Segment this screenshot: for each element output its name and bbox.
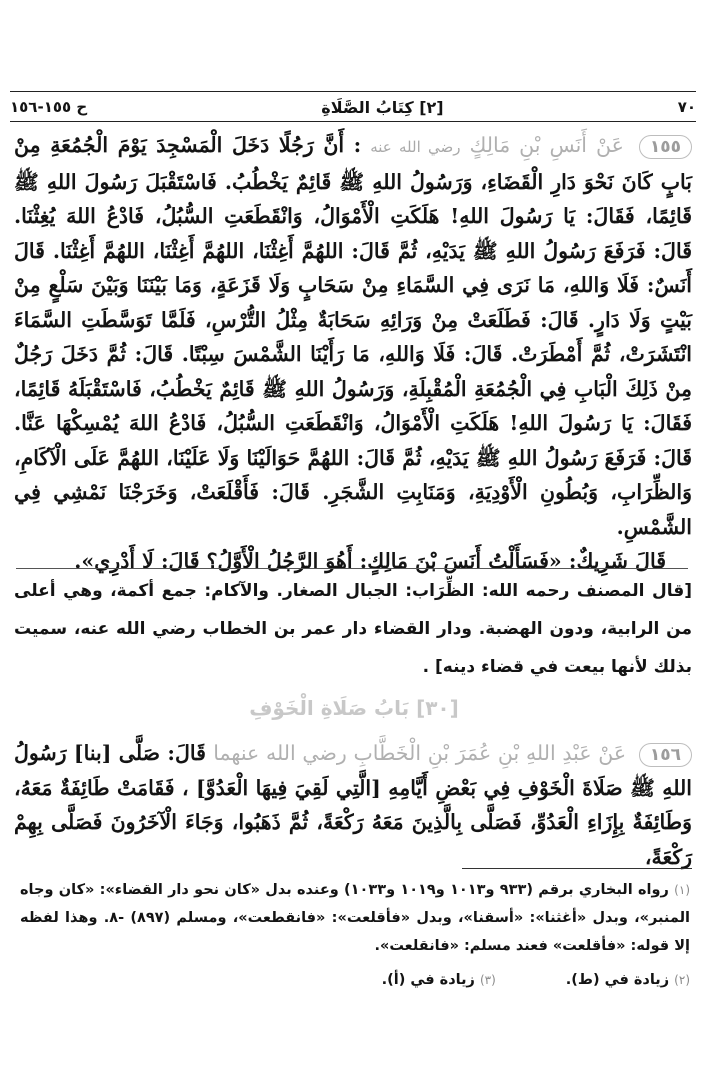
footnote-2-text: زيادة في (ط).	[565, 972, 670, 988]
author-note	[14, 572, 692, 686]
hadith-155-text-2: . قَالَ أَنَسٌ: فَلَا وَاللهِ، مَا نَرَى فِي السَّمَاءِ مِنْ سَحَابٍ وَلَا قَزَعَةٍ، وَمَا بَيْنَنَا وَبَيْنَ سَلْعٍ مِنْ بَيْتٍ وَلَا دَارٍ. قَالَ: فَطَلَعَتْ مِنْ وَرَائِهِ سَحَابَةٌ مِثْلُ التُّرْسِ، فَلَمَّا تَوَسَّطَتِ السَّمَاءَ انْتَشَرَتْ، ثُمَّ أَمْطَرَتْ. قَالَ: فَلَا وَاللهِ، مَا رَأَيْنَا الشَّمْسَ سِبْتًا. قَالَ: ثُمَّ دَخَلَ رَجُلٌ مِنْ ذَلِكَ الْبَابِ فِي الْجُمُعَةِ الْمُقْبِلَةِ، وَرَسُولُ اللهِ ﷺ قَائِمٌ يَخْطُبُ، فَاسْتَقْبَلَهُ قَائِمًا، فَقَالَ: يَا رَسُولَ اللهِ! هَلَكَتِ الْأَمْوَالُ، وَانْقَطَعَتِ السُّبُلُ، فَادْعُ اللهَ يُمْسِكْهَا عَنَّا. قَالَ: فَرَفَعَ رَسُولُ اللهِ ﷺ يَدَيْهِ، ثُمَّ قَالَ:	[14, 238, 693, 470]
hadith-156-narrator: عَنْ عَبْدِ اللهِ بْنِ عُمَرَ بْنِ الْخَطَّابِ رضي الله عنهما	[213, 741, 627, 765]
sharik-text: قَالَ شَرِيكٌ: «فَسَأَلْتُ أَنَسَ بْنَ مَالِكٍ: أَهُوَ الرَّجُلُ الْأَوَّلُ؟ قَالَ: لَا أَدْرِي».	[74, 549, 666, 573]
hadith-155	[14, 128, 692, 579]
hadith-156	[14, 736, 692, 874]
footnote-1-text: رواه البخاري برقم (٩٣٣ و١٠١٣ و١٠١٩ و١٠٣٣) وعنده بدل «كان نحو دار القضاء»: «كان وجاه المنبر»، وبدل «أغثنا»: «أسقنا»، وبدل «فأقلعت»: «فانقطعت»، ومسلم (٨٩٧) -٨. وهذا لفظه إلا قوله: «فأقلعت» فعند مسلم: «فانقلعت».	[20, 882, 690, 954]
hadith-155-text-3: . قَالَ: فَأَقْلَعَتْ، وَخَرَجْنَا نَمْشِي فِي الشَّمْسِ.	[14, 480, 692, 539]
footnotes-row	[20, 966, 690, 994]
hadith-155-text: : أَنَّ رَجُلًا دَخَلَ الْمَسْجِدَ يَوْمَ الْجُمُعَةِ مِنْ بَابٍ كَانَ نَحْوَ دَارِ الْقَضَاءِ، وَرَسُولُ اللهِ ﷺ قَائِمٌ يَخْطُبُ. فَاسْتَقْبَلَ رَسُولَ اللهِ ﷺ قَائِمًا، فَقَالَ: يَا رَسُولَ اللهِ! هَلَكَتِ الْأَمْوَالُ، وَانْقَطَعَتِ السُّبُلُ، فَادْعُ اللهَ يُغِثْنَا. قَالَ: فَرَفَعَ رَسُولُ اللهِ ﷺ يَدَيْهِ، ثُمَّ قَالَ:	[14, 133, 692, 263]
dua-2: اللهُمَّ حَوَالَيْنَا وَلَا عَلَيْنَا، اللهُمَّ عَلَى الْآكَامِ، وَالظِّرَابِ، وَبُطُونِ الْأَوْدِيَةِ، وَمَنَابِتِ الشَّجَرِ	[14, 445, 692, 504]
footnote-3-mark: (٣)	[479, 973, 496, 987]
chapter-title: [٢] كِتَابُ الصَّلَاةِ	[321, 97, 444, 117]
header-bottom-rule	[10, 121, 696, 122]
footnote-3-text: زيادة في (أ).	[381, 972, 475, 988]
author-note-text: [قال المصنف رحمه الله: الظِّرَاب: الجبال الصغار. والآكام: جمع أكمة، وهي أعلى من الرابية، ودون الهضبة. ودار القضاء دار عمر بن الخطاب رضي الله عنه، سميت بذلك لأنها بيعت في قضاء دينه] .	[14, 581, 692, 677]
hadith-156-text: قَالَ: صَلَّى [بنا] رَسُولُ اللهِ ﷺ صَلَاةَ الْخَوْفِ فِي بَعْضِ أَيَّامِهِ [الَّتِي لَقِيَ فِيهَا الْعَدُوَّ] ، فَقَامَتْ طَائِفَةٌ مَعَهُ، وَطَائِفَةٌ بِإِزَاءِ الْعَدُوِّ، فَصَلَّى بِالَّذِينَ مَعَهُ رَكْعَةً، ثُمَّ ذَهَبُوا، وَجَاءَ الْآخَرُونَ فَصَلَّى بِهِمْ رَكْعَةً،	[14, 741, 692, 869]
footnote-3	[382, 966, 496, 994]
footnote-2	[566, 966, 690, 994]
footnote-rule	[462, 868, 692, 869]
page-number: ٧٠	[677, 98, 696, 116]
hadith-number-155: ١٥٥	[639, 135, 692, 159]
hadith-155-narrator: عَنْ أَنَسِ بْنِ مَالِكٍ	[469, 133, 624, 157]
note-separator	[16, 568, 688, 569]
honorific: رضي الله عنه	[370, 138, 461, 156]
section-title: [٣٠] بَابُ صَلَاةِ الْخَوْفِ	[249, 696, 459, 720]
dua-1: اللهُمَّ أَغِثْنَا، اللهُمَّ أَغِثْنَا، اللهُمَّ أَغِثْنَا	[60, 238, 344, 263]
header-top-rule	[10, 91, 696, 92]
footnotes	[20, 876, 690, 994]
hadith-number-156: ١٥٦	[639, 743, 692, 767]
footnote-1	[20, 876, 690, 960]
footnote-2-mark: (٢)	[674, 973, 690, 987]
hadith-range: ح ١٥٥-١٥٦	[10, 98, 88, 116]
footnote-1-mark: (١)	[674, 883, 690, 897]
page-header	[10, 94, 696, 120]
